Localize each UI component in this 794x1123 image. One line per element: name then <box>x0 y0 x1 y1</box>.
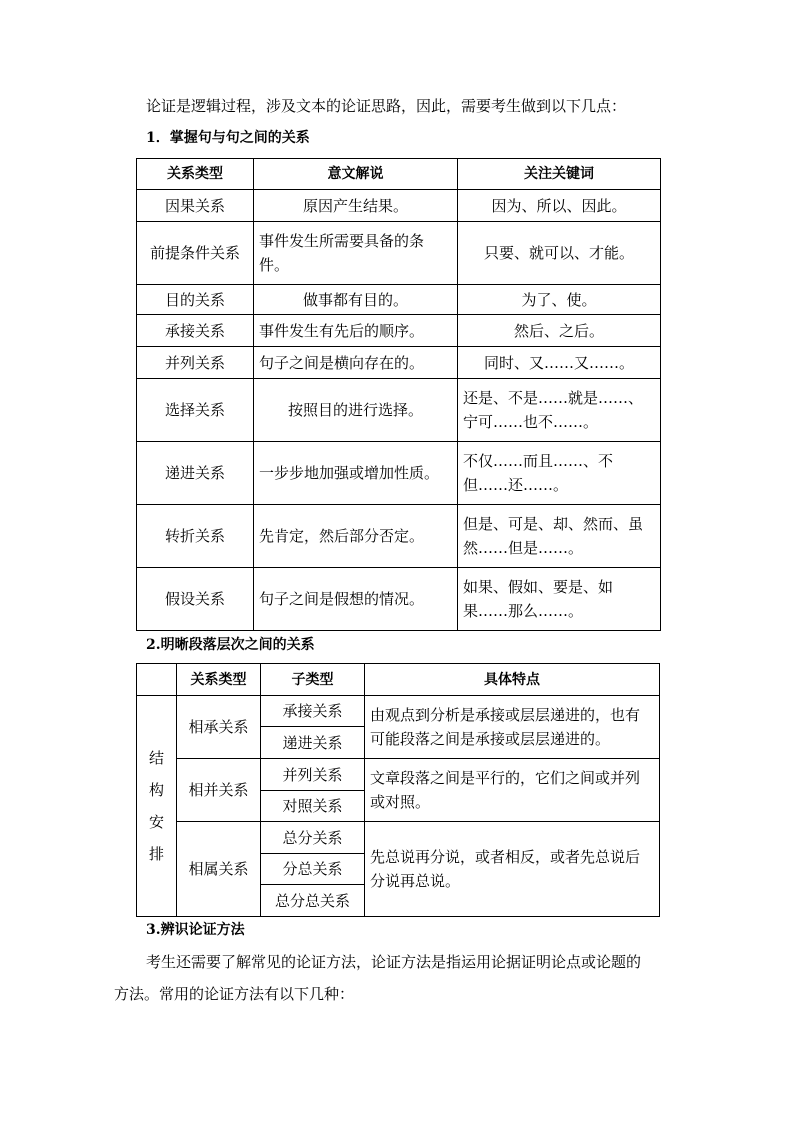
section2-title: 2.明晰段落层次之间的关系 <box>146 637 315 653</box>
table1-header: 关注关键词 <box>458 159 661 190</box>
relation-meaning: 做事都有目的。 <box>254 285 458 315</box>
table-row <box>137 379 661 442</box>
relation-meaning: 先肯定，然后部分否定。 <box>254 505 458 568</box>
subtype: 承接关系 <box>261 696 365 727</box>
subtype: 并列关系 <box>261 759 365 791</box>
table1-header-row <box>137 159 661 190</box>
table-row <box>137 347 661 379</box>
table-row <box>137 442 661 505</box>
table-row <box>137 285 661 315</box>
subtype: 递进关系 <box>261 727 365 759</box>
table2-header: 具体特点 <box>365 664 660 696</box>
paragraph-line: 考生还需要了解常见的论证方法，论证方法是指运用论据证明论点或论题的 <box>146 953 642 971</box>
relation-keywords: 如果、假如、要是、如果……那么……。 <box>458 568 661 631</box>
relation-keywords: 不仅……而且……、不但……还……。 <box>458 442 661 505</box>
relation-type: 承接关系 <box>137 315 254 347</box>
relation-keywords: 同时、又……又……。 <box>458 347 661 379</box>
relation-type: 目的关系 <box>137 285 254 315</box>
table-row <box>137 315 661 347</box>
relation-type: 并列关系 <box>137 347 254 379</box>
paragraph-relation-table <box>136 663 660 917</box>
relation-keywords: 还是、不是……就是……、宁可……也不……。 <box>458 379 661 442</box>
relation-meaning: 按照目的进行选择。 <box>254 379 458 442</box>
table2-header-blank <box>137 664 177 696</box>
relation-keywords: 为了、使。 <box>458 285 661 315</box>
relation-meaning: 句子之间是横向存在的。 <box>254 347 458 379</box>
subtype: 对照关系 <box>261 791 365 822</box>
relation-type: 选择关系 <box>137 379 254 442</box>
subtype: 分总关系 <box>261 854 365 885</box>
relation-keywords: 然后、之后。 <box>458 315 661 347</box>
group-type: 相属关系 <box>177 822 261 917</box>
section1-title: 1．掌握句与句之间的关系 <box>146 130 310 146</box>
group-desc: 由观点到分析是承接或层层递进的，也有可能段落之间是承接或层层递进的。 <box>365 696 660 759</box>
relation-type: 前提条件关系 <box>137 222 254 285</box>
paragraph-line: 方法。常用的论证方法有以下几种： <box>114 985 355 1003</box>
table1-header: 意文解说 <box>254 159 458 190</box>
relation-meaning: 原因产生结果。 <box>254 190 458 222</box>
group-desc: 文章段落之间是平行的，它们之间或并列或对照。 <box>365 759 660 822</box>
table2-header: 子类型 <box>261 664 365 696</box>
table2-header: 关系类型 <box>177 664 261 696</box>
table-row <box>137 568 661 631</box>
table-row <box>137 222 661 285</box>
relation-type: 假设关系 <box>137 568 254 631</box>
section3-title: 3.辨识论证方法 <box>146 922 245 938</box>
table-row <box>137 190 661 222</box>
group-type: 相承关系 <box>177 696 261 759</box>
relation-type: 转折关系 <box>137 505 254 568</box>
table1-header: 关系类型 <box>137 159 254 190</box>
relation-type: 递进关系 <box>137 442 254 505</box>
subtype: 总分关系 <box>261 822 365 854</box>
relation-keywords: 因为、所以、因此。 <box>458 190 661 222</box>
table-row <box>137 759 660 791</box>
group-desc: 先总说再分说，或者相反，或者先总说后分说再总说。 <box>365 822 660 917</box>
intro-text: 论证是逻辑过程，涉及文本的论证思路，因此，需要考生做到以下几点： <box>146 97 627 115</box>
table-row <box>137 696 660 727</box>
relation-keywords: 只要、就可以、才能。 <box>458 222 661 285</box>
relation-meaning: 一步步地加强或增加性质。 <box>254 442 458 505</box>
table-row <box>137 505 661 568</box>
table2-header-row <box>137 664 660 696</box>
relation-type: 因果关系 <box>137 190 254 222</box>
relation-meaning: 事件发生所需要具备的条件。 <box>254 222 458 285</box>
group-type: 相并关系 <box>177 759 261 822</box>
relation-keywords: 但是、可是、却、然而、虽然……但是……。 <box>458 505 661 568</box>
relation-meaning: 句子之间是假想的情况。 <box>254 568 458 631</box>
subtype: 总分总关系 <box>261 885 365 917</box>
relation-meaning: 事件发生有先后的顺序。 <box>254 315 458 347</box>
sentence-relation-table <box>136 158 661 631</box>
table-row <box>137 822 660 854</box>
structure-arrangement-label: 结 构 安 排 <box>137 696 177 917</box>
